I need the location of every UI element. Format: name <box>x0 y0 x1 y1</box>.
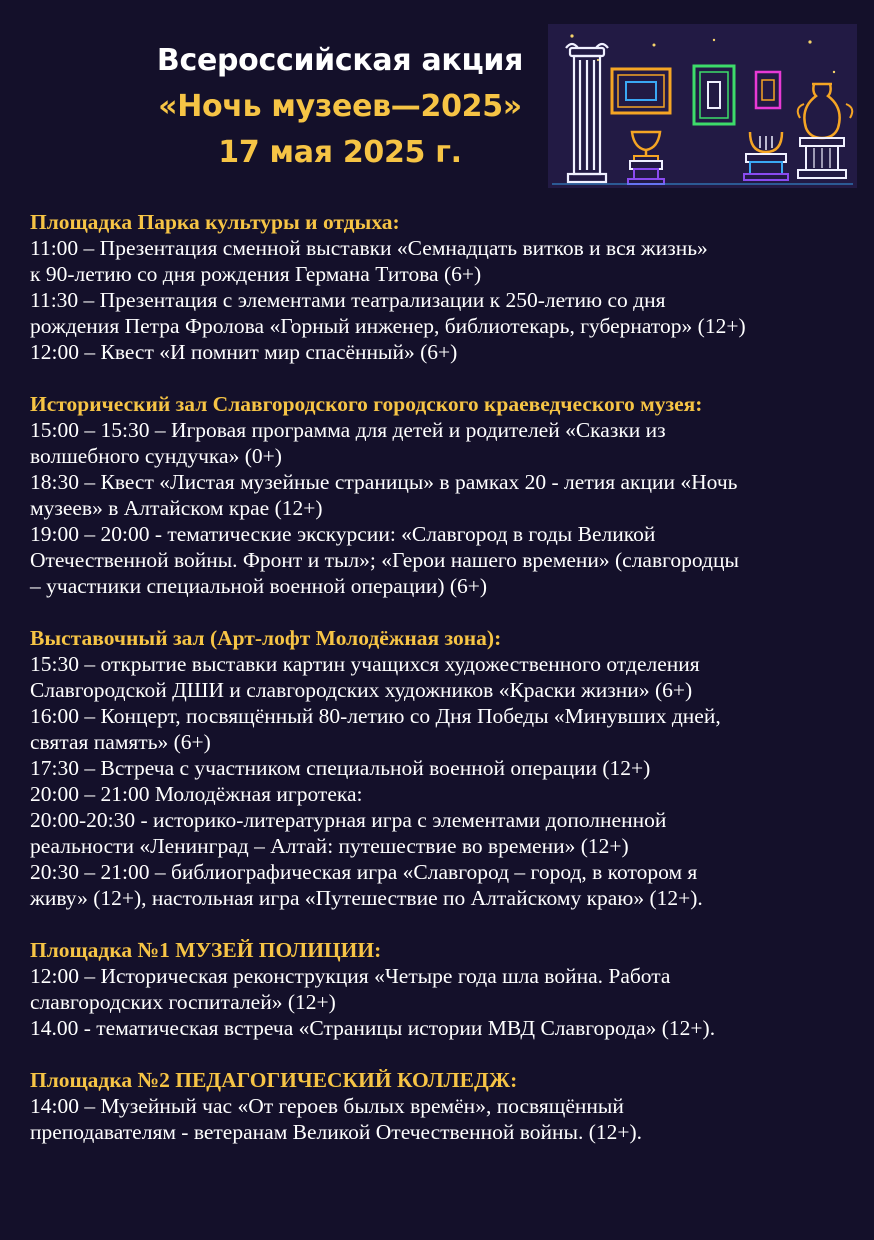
schedule-line: 20:00-20:30 - историко-литературная игра с элементами дополненной <box>30 808 667 832</box>
schedule-line: Отечественной войны. Фронт и тыл»; «Герои нашего времени» (славгородцы <box>30 548 739 572</box>
schedule-line: святая память» (6+) <box>30 730 211 754</box>
schedule <box>30 209 870 1171</box>
header <box>0 0 874 200</box>
event-date: 17 мая 2025 г. <box>218 135 462 170</box>
schedule-line: 18:30 – Квест «Листая музейные страницы» в рамках 20 - летия акции «Ночь <box>30 470 738 494</box>
schedule-line: 20:30 – 21:00 – библиографическая игра «Славгород – город, в котором я <box>30 860 698 884</box>
section-pedagogical-college <box>30 1067 870 1145</box>
section-title: Площадка Парка культуры и отдыха: <box>30 210 400 234</box>
schedule-line: 12:00 – Квест «И помнит мир спасённый» (6+) <box>30 340 458 364</box>
section-title: Выставочный зал (Арт-лофт Молодёжная зона): <box>30 626 502 650</box>
schedule-line: 11:30 – Презентация с элементами театрализации к 250-летию со дня <box>30 288 666 312</box>
page-title: Всероссийская акция <box>156 43 524 78</box>
schedule-line: музеев» в Алтайском крае (12+) <box>30 496 323 520</box>
schedule-line: 15:30 – открытие выставки картин учащихся художественного отделения <box>30 652 700 676</box>
event-name: «Ночь музеев—2025» <box>158 89 522 124</box>
schedule-line: – участники специальной военной операции) (6+) <box>30 574 488 598</box>
section-park <box>30 209 870 365</box>
schedule-line: живу» (12+), настольная игра «Путешествие по Алтайскому краю» (12+). <box>30 886 703 910</box>
schedule-line: Славгородской ДШИ и славгородских художников «Краски жизни» (6+) <box>30 678 693 702</box>
schedule-line: 11:00 – Презентация сменной выставки «Семнадцать витков и вся жизнь» <box>30 236 708 260</box>
section-title: Исторический зал Славгородского городского краеведческого музея: <box>30 392 703 416</box>
schedule-line: славгородских госпиталей» (12+) <box>30 990 336 1014</box>
title-block <box>110 38 570 176</box>
schedule-line: волшебного сундучка» (0+) <box>30 444 282 468</box>
schedule-line: рождения Петра Фролова «Горный инженер, библиотекарь, губернатор» (12+) <box>30 314 746 338</box>
section-police-museum <box>30 937 870 1041</box>
schedule-line: 16:00 – Концерт, посвящённый 80-летию со Дня Победы «Минувших дней, <box>30 704 721 728</box>
section-history-hall <box>30 391 870 599</box>
museum-gallery-icon <box>548 24 857 188</box>
schedule-line: реальности «Ленинград – Алтай: путешествие во времени» (12+) <box>30 834 629 858</box>
schedule-line: 15:00 – 15:30 – Игровая программа для детей и родителей «Сказки из <box>30 418 666 442</box>
schedule-line: к 90-летию со дня рождения Германа Титова (6+) <box>30 262 482 286</box>
schedule-line: 19:00 – 20:00 - тематические экскурсии: «Славгород в годы Великой <box>30 522 656 546</box>
schedule-line: 14:00 – Музейный час «От героев былых времён», посвящённый <box>30 1094 624 1118</box>
schedule-line: 14.00 - тематическая встреча «Страницы истории МВД Славгорода» (12+). <box>30 1016 716 1040</box>
section-title: Площадка №2 ПЕДАГОГИЧЕСКИЙ КОЛЛЕДЖ: <box>30 1068 518 1092</box>
schedule-line: преподавателям - ветеранам Великой Отечественной войны. (12+). <box>30 1120 643 1144</box>
schedule-line: 20:00 – 21:00 Молодёжная игротека: <box>30 782 363 806</box>
schedule-line: 17:30 – Встреча с участником специальной военной операции (12+) <box>30 756 651 780</box>
section-title: Площадка №1 МУЗЕЙ ПОЛИЦИИ: <box>30 938 382 962</box>
schedule-line: 12:00 – Историческая реконструкция «Четыре года шла война. Работа <box>30 964 671 988</box>
section-exhibition-hall <box>30 625 870 911</box>
